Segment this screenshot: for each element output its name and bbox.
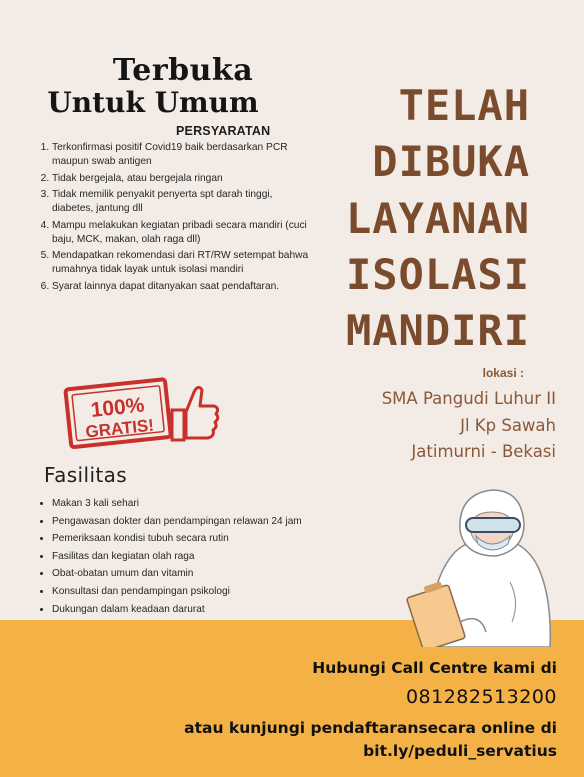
announcement-line: ISOLASI bbox=[345, 249, 530, 299]
announcement-title bbox=[290, 78, 530, 359]
facility-item: • Obat-obatan umum dan vitamin bbox=[52, 565, 392, 583]
stamp-text-percent: 100% bbox=[89, 393, 146, 422]
health-worker-illustration bbox=[400, 472, 570, 647]
facility-item: • Pengawasan dokter dan pendampingan relawan 24 jam bbox=[52, 513, 392, 531]
contact-registration-link[interactable]: bit.ly/peduli_servatius bbox=[363, 742, 557, 760]
requirement-item: 2. Tidak bergejala, atau bergejala ringan bbox=[52, 172, 314, 186]
announcement-line: MANDIRI bbox=[345, 306, 530, 356]
facility-item: • Makan 3 kali sehari bbox=[52, 495, 392, 513]
location-address bbox=[286, 386, 556, 466]
location-label: lokasi : bbox=[482, 366, 524, 380]
facility-item: • Pemeriksaan kondisi tubuh secara rutin bbox=[52, 530, 392, 548]
requirement-item: 4. Mampu melakukan kegiatan pribadi secara mandiri (cuci baju, MCK, makan, olah raga dll) bbox=[52, 219, 314, 247]
requirement-item: 5. Mendapatkan rekomendasi dari RT/RW setempat bahwa rumahnya tidak layak untuk isolasi mandiri bbox=[52, 249, 314, 277]
thumbs-up-icon bbox=[172, 387, 218, 440]
requirement-item: 6. Syarat lainnya dapat ditanyakan saat pendaftaran. bbox=[52, 280, 314, 294]
announcement-line: DIBUKA bbox=[372, 137, 530, 187]
stamp-text-free: GRATIS! bbox=[84, 415, 155, 442]
heading-for-public: Untuk Umum bbox=[47, 86, 259, 119]
contact-phone-number[interactable]: 081282513200 bbox=[405, 686, 557, 708]
facility-item: • Konsultasi dan pendampingan psikologi bbox=[52, 583, 392, 601]
location-line: SMA Pangudi Luhur II bbox=[381, 389, 556, 408]
contact-online-registration: atau kunjungi pendaftaransecara online di bbox=[184, 719, 557, 737]
heading-open-to-public: Terbuka bbox=[112, 53, 254, 88]
contact-call-centre: Hubungi Call Centre kami di bbox=[312, 659, 557, 677]
facility-item: • Dukungan dalam keadaan darurat bbox=[52, 601, 392, 619]
free-stamp bbox=[60, 372, 220, 452]
requirements-list bbox=[38, 141, 314, 296]
facilities-list bbox=[38, 495, 392, 618]
location-line: Jl Kp Sawah bbox=[460, 415, 556, 435]
requirements-title: PERSYARATAN bbox=[176, 124, 271, 138]
facility-item: • Fasilitas dan kegiatan olah raga bbox=[52, 548, 392, 566]
announcement-line: LAYANAN bbox=[345, 193, 530, 243]
requirement-item: 3. Tidak memilik penyakit penyerta spt darah tinggi, diabetes, jantung dll bbox=[52, 188, 314, 216]
requirement-item: 1. Terkonfirmasi positif Covid19 baik berdasarkan PCR maupun swab antigen bbox=[52, 141, 314, 169]
announcement-line: TELAH bbox=[398, 81, 530, 130]
facilities-title: Fasilitas bbox=[44, 463, 128, 487]
location-line: Jatimurni - Bekasi bbox=[411, 442, 556, 461]
